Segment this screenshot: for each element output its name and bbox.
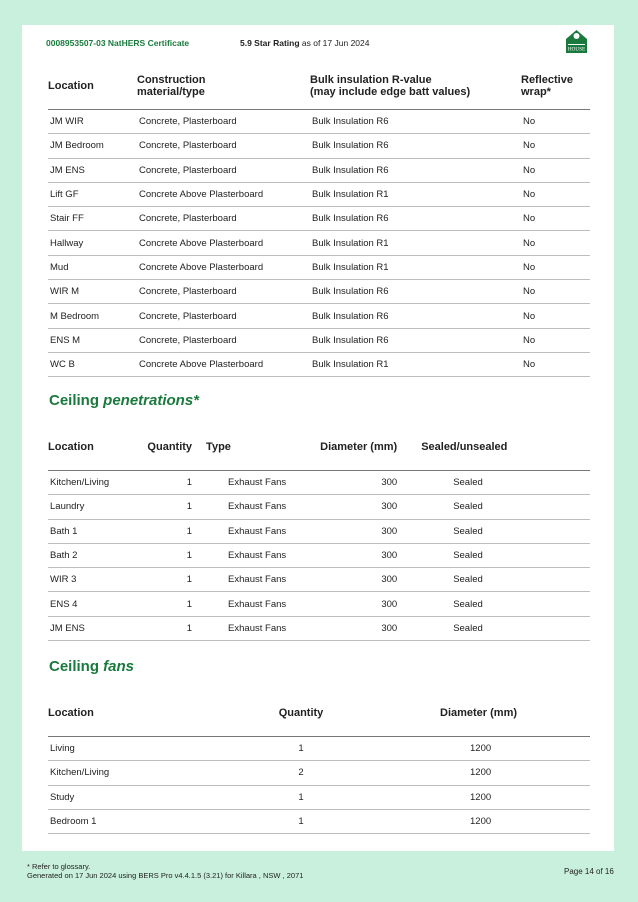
cell-type: Exhaust Fans [192, 568, 317, 592]
nathers-house-logo [563, 27, 590, 55]
cell-quantity: 1 [147, 471, 192, 495]
table-header-row [48, 690, 590, 737]
cell-location: WIR 3 [48, 568, 147, 592]
cell-type: Exhaust Fans [192, 495, 317, 519]
col-bulk-insulation: Bulk insulation R-value (may include edge batt values) [310, 63, 521, 110]
cell-quantity: 1 [147, 616, 192, 640]
cell-bulk-insulation: Bulk Insulation R6 [310, 207, 521, 231]
cell-quantity: 1 [147, 568, 192, 592]
cell-material: Concrete Above Plasterboard [137, 255, 310, 279]
table-row [48, 616, 590, 640]
cell-sealed: Sealed [397, 616, 590, 640]
cell-bulk-insulation: Bulk Insulation R6 [310, 304, 521, 328]
ceiling-insulation-table [48, 63, 590, 377]
table-row [48, 495, 590, 519]
table-row [48, 568, 590, 592]
cell-material: Concrete, Plasterboard [137, 328, 310, 352]
table-header-row [48, 424, 590, 471]
table-header-row [48, 63, 590, 110]
cell-location: JM ENS [48, 616, 147, 640]
cell-bulk-insulation: Bulk Insulation R1 [310, 182, 521, 206]
table-row [48, 231, 590, 255]
generated-note: Generated on 17 Jun 2024 using BERS Pro v4.4.1.5 (3.21) for Killara , NSW , 2071 [27, 871, 304, 880]
star-rating-value: 5.9 Star Rating [240, 38, 300, 48]
cell-diameter: 1200 [354, 809, 590, 833]
col-type: Type [192, 424, 317, 471]
cell-location: Hallway [48, 231, 137, 255]
cell-location: Mud [48, 255, 137, 279]
cell-location: M Bedroom [48, 304, 137, 328]
table-row [48, 158, 590, 182]
cell-reflective-wrap: No [521, 134, 590, 158]
cell-reflective-wrap: No [521, 352, 590, 376]
table-row [48, 737, 590, 761]
col-reflective-wrap: Reflective wrap* [521, 63, 590, 110]
table-row [48, 352, 590, 376]
cell-location: Laundry [48, 495, 147, 519]
cell-type: Exhaust Fans [192, 543, 317, 567]
cell-reflective-wrap: No [521, 207, 590, 231]
cell-diameter: 1200 [354, 761, 590, 785]
table-row [48, 110, 590, 134]
table-row [48, 785, 590, 809]
col-location: Location [48, 63, 137, 110]
cell-location: Bedroom 1 [48, 809, 248, 833]
certificate-id: 0008953507-03 NatHERS Certificate [46, 38, 190, 48]
cell-location: Living [48, 737, 248, 761]
glossary-note: * Refer to glossary. [27, 862, 91, 871]
table-row [48, 809, 590, 833]
table-row [48, 328, 590, 352]
cell-sealed: Sealed [397, 592, 590, 616]
col-quantity: Quantity [147, 424, 192, 471]
cell-diameter: 300 [317, 495, 397, 519]
col-location: Location [48, 424, 147, 471]
cell-quantity: 1 [248, 737, 354, 761]
cell-sealed: Sealed [397, 568, 590, 592]
table-row [48, 280, 590, 304]
cell-bulk-insulation: Bulk Insulation R1 [310, 352, 521, 376]
cell-diameter: 300 [317, 519, 397, 543]
table-row [48, 519, 590, 543]
footer-notes [27, 862, 303, 880]
cell-location: WIR M [48, 280, 137, 304]
cell-reflective-wrap: No [521, 158, 590, 182]
table-row [48, 543, 590, 567]
table-row [48, 761, 590, 785]
table-row [48, 255, 590, 279]
cell-bulk-insulation: Bulk Insulation R6 [310, 328, 521, 352]
col-quantity: Quantity [248, 690, 354, 737]
cell-material: Concrete, Plasterboard [137, 110, 310, 134]
cell-material: Concrete, Plasterboard [137, 134, 310, 158]
star-rating [240, 38, 369, 48]
page-number: Page 14 of 16 [564, 867, 614, 876]
cell-reflective-wrap: No [521, 280, 590, 304]
table-row [48, 207, 590, 231]
cell-bulk-insulation: Bulk Insulation R1 [310, 231, 521, 255]
cell-location: JM Bedroom [48, 134, 137, 158]
cell-quantity: 2 [248, 761, 354, 785]
cell-bulk-insulation: Bulk Insulation R6 [310, 280, 521, 304]
cell-diameter: 300 [317, 471, 397, 495]
cell-reflective-wrap: No [521, 231, 590, 255]
cell-location: Study [48, 785, 248, 809]
cell-material: Concrete, Plasterboard [137, 280, 310, 304]
cell-bulk-insulation: Bulk Insulation R6 [310, 158, 521, 182]
cell-reflective-wrap: No [521, 255, 590, 279]
table-row [48, 182, 590, 206]
cell-location: WC B [48, 352, 137, 376]
cell-reflective-wrap: No [521, 304, 590, 328]
cell-sealed: Sealed [397, 543, 590, 567]
cell-location: Kitchen/Living [48, 471, 147, 495]
cell-quantity: 1 [147, 592, 192, 616]
cell-location: Bath 1 [48, 519, 147, 543]
cell-location: Lift GF [48, 182, 137, 206]
cell-diameter: 300 [317, 592, 397, 616]
ceiling-penetrations-table [48, 424, 590, 641]
cell-material: Concrete, Plasterboard [137, 304, 310, 328]
table-row [48, 471, 590, 495]
cell-sealed: Sealed [397, 519, 590, 543]
cell-diameter: 1200 [354, 785, 590, 809]
cell-material: Concrete Above Plasterboard [137, 231, 310, 255]
cell-diameter: 300 [317, 568, 397, 592]
cell-type: Exhaust Fans [192, 592, 317, 616]
star-rating-date: as of 17 Jun 2024 [299, 38, 370, 48]
cell-reflective-wrap: No [521, 182, 590, 206]
table-row [48, 304, 590, 328]
cell-quantity: 1 [248, 785, 354, 809]
cell-material: Concrete Above Plasterboard [137, 352, 310, 376]
cell-material: Concrete, Plasterboard [137, 207, 310, 231]
cell-bulk-insulation: Bulk Insulation R1 [310, 255, 521, 279]
cell-quantity: 1 [248, 809, 354, 833]
col-diameter: Diameter (mm) [317, 424, 397, 471]
penetrations-heading: Ceiling penetrations* [49, 392, 200, 409]
cell-reflective-wrap: No [521, 110, 590, 134]
cell-quantity: 1 [147, 519, 192, 543]
cell-diameter: 1200 [354, 737, 590, 761]
cell-sealed: Sealed [397, 471, 590, 495]
ceiling-fans-heading: Ceiling fans [49, 658, 135, 675]
cell-location: Stair FF [48, 207, 137, 231]
cell-quantity: 1 [147, 543, 192, 567]
cell-diameter: 300 [317, 616, 397, 640]
cell-material: Concrete, Plasterboard [137, 158, 310, 182]
cell-diameter: 300 [317, 543, 397, 567]
cell-location: Bath 2 [48, 543, 147, 567]
table-row [48, 134, 590, 158]
col-material: Construction material/type [137, 63, 310, 110]
cell-quantity: 1 [147, 495, 192, 519]
cell-material: Concrete Above Plasterboard [137, 182, 310, 206]
cell-type: Exhaust Fans [192, 616, 317, 640]
table-row [48, 592, 590, 616]
cell-location: JM ENS [48, 158, 137, 182]
cell-location: Kitchen/Living [48, 761, 248, 785]
col-diameter: Diameter (mm) [354, 690, 590, 737]
col-sealed: Sealed/unsealed [397, 424, 590, 471]
cell-bulk-insulation: Bulk Insulation R6 [310, 110, 521, 134]
cell-type: Exhaust Fans [192, 471, 317, 495]
cell-bulk-insulation: Bulk Insulation R6 [310, 134, 521, 158]
cell-location: ENS M [48, 328, 137, 352]
col-location: Location [48, 690, 248, 737]
cell-location: JM WIR [48, 110, 137, 134]
cell-reflective-wrap: No [521, 328, 590, 352]
ceiling-fans-table [48, 690, 590, 834]
cell-sealed: Sealed [397, 495, 590, 519]
cell-location: ENS 4 [48, 592, 147, 616]
cell-type: Exhaust Fans [192, 519, 317, 543]
logo-text: HOUSE [567, 46, 586, 53]
